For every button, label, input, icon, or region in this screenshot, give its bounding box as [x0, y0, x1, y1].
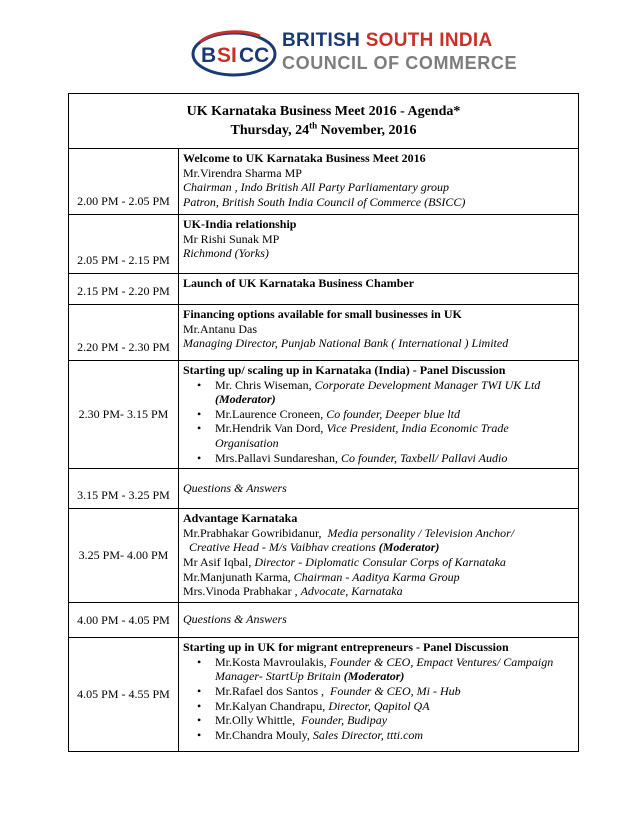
logo-line-2: COUNCIL OF COMMERCE [282, 53, 518, 73]
session-details [179, 638, 579, 752]
time-slot: 2.20 PM - 2.30 PM [69, 305, 179, 361]
speaker-line [183, 555, 574, 570]
session-title: Welcome to UK Karnataka Business Meet 2016 [183, 151, 426, 165]
session-title: Starting up/ scaling up in Karnataka (India) - Panel Discussion [183, 363, 506, 377]
speaker-name: Mr.Virendra Sharma MP [183, 165, 302, 180]
qa-label: Questions & Answers [183, 612, 287, 627]
bullet-icon: • [197, 654, 202, 669]
agenda-row [69, 305, 579, 361]
agenda-header [69, 94, 579, 149]
bullet-icon: • [197, 406, 202, 421]
agenda-row [69, 603, 579, 638]
speaker-role: Managing Director, Punjab National Bank ( International ) Limited [183, 336, 509, 351]
panelist-item [197, 377, 574, 407]
panelist-name: Mr.Hendrik Van Dord, [215, 421, 324, 436]
speaker-name: Mrs.Vinoda Prabhakar , [183, 584, 298, 599]
moderator-tag: (Moderator) [215, 392, 276, 407]
time-slot: 2.15 PM - 2.20 PM [69, 274, 179, 305]
time-slot: 4.00 PM - 4.05 PM [69, 603, 179, 638]
logo-south-india: SOUTH INDIA [365, 30, 493, 51]
agenda-title: UK Karnataka Business Meet 2016 - Agenda* [186, 104, 461, 119]
speaker-role: Advocate, Karnataka [300, 584, 403, 599]
session-details [179, 361, 579, 469]
moderator-tag: (Moderator) [343, 669, 405, 684]
time-slot: 3.25 PM- 4.00 PM [69, 509, 179, 603]
agenda-date: Thursday, 24th November, 2016 [230, 120, 417, 138]
session-details [179, 274, 579, 305]
agenda-table [68, 93, 579, 752]
panelist-item [197, 698, 574, 714]
logo-abbr-cc: CC [239, 44, 270, 67]
time-slot: 3.15 PM - 3.25 PM [69, 469, 179, 509]
bullet-icon: • [197, 683, 202, 698]
logo-abbr-b: B [201, 44, 217, 67]
panelist-name: Mr.Kosta Mavroulakis, [215, 654, 327, 669]
speaker-role: Director - Diplomatic Consular Corps of Karnataka [254, 554, 506, 569]
time-slot: 2.30 PM- 3.15 PM [69, 361, 179, 469]
panelist-name: Mr.Olly Whittle, [215, 713, 296, 728]
time-slot: 2.05 PM - 2.15 PM [69, 215, 179, 274]
panelist-name: Mr.Kalyan Chandrapu, [215, 698, 326, 713]
panelist-role: Sales Director, ttti.com [312, 727, 424, 742]
session-title: UK-India relationship [183, 217, 297, 231]
bullet-icon: • [197, 421, 202, 436]
session-details [179, 149, 579, 215]
bsicc-logo-emblem [190, 30, 280, 78]
speaker-role: Chairman - Aaditya Karma Group [293, 569, 460, 584]
agenda-row [69, 638, 579, 752]
qa-label: Questions & Answers [183, 480, 287, 495]
speaker-name: Mr.Antanu Das [183, 321, 257, 336]
speaker-role: Media personality / Television Anchor/ [327, 525, 515, 540]
session-title: Launch of UK Karnataka Business Chamber [183, 276, 415, 290]
panelist-name: Mrs.Pallavi Sundareshan, [215, 450, 338, 465]
panel-list [183, 655, 574, 743]
speaker-name: Mr Rishi Sunak MP [183, 231, 280, 246]
panelist-role: Corporate Development Manager TWI UK Ltd [314, 377, 541, 392]
panelist-name: Mr.Chandra Mouly, [215, 727, 310, 742]
agenda-row [69, 215, 579, 274]
speaker-role: Chairman , Indo British All Party Parliamentary group [183, 180, 449, 195]
speaker-line [183, 570, 574, 585]
panelist-role: Co founder, Deeper blue ltd [326, 406, 460, 421]
logo-abbr-si: SI [217, 44, 237, 67]
session-details [179, 469, 579, 509]
date-superscript: th [309, 120, 318, 131]
panelist-role: Founder, Budipay [301, 713, 388, 728]
agenda-row [69, 469, 579, 509]
panelist-item [197, 713, 574, 728]
panelist-role: Founder & CEO, Mi - Hub [330, 683, 461, 698]
agenda-row [69, 149, 579, 215]
panelist-item [197, 406, 574, 422]
speaker-name: Mr Asif Iqbal, [183, 554, 252, 569]
panelist-item [197, 727, 574, 743]
session-title: Financing options available for small businesses in UK [183, 307, 462, 321]
logo-line-1 [282, 30, 493, 52]
bullet-icon: • [197, 377, 202, 392]
panelist-item [197, 654, 574, 684]
speaker-role: Patron, British South India Council of Commerce (BSICC) [183, 194, 466, 209]
time-slot: 4.05 PM - 4.55 PM [69, 638, 179, 752]
panelist-role: Director, Qapitol QA [328, 698, 430, 713]
speaker-line [183, 584, 574, 599]
speaker-role: Creative Head - M/s Vaibhav creations [189, 540, 376, 555]
panelist-item [197, 421, 574, 450]
panelist-item [197, 683, 574, 699]
panelist-item [197, 450, 574, 466]
session-details [179, 509, 579, 603]
panelist-role: Vice President, India Economic Trade Organisation [215, 421, 509, 450]
bullet-icon: • [197, 450, 202, 465]
agenda-header-row [69, 94, 579, 149]
panelist-role: Co founder, Taxbell/ Pallavi Audio [340, 450, 508, 465]
agenda-row [69, 361, 579, 469]
logo-british: BRITISH [282, 30, 361, 51]
bullet-icon: • [197, 713, 202, 728]
panelist-role: Founder & CEO, Empact Ventures/ Campaign Manager- StartUp Britain [215, 654, 554, 684]
session-details [179, 215, 579, 274]
speaker-role: Richmond (Yorks) [183, 246, 269, 261]
moderator-tag: (Moderator) [378, 540, 440, 555]
bullet-icon: • [197, 727, 202, 742]
agenda-row [69, 274, 579, 305]
panelist-name: Mr.Rafael dos Santos , [215, 683, 324, 698]
speaker-line [183, 526, 574, 541]
speaker-line [183, 540, 574, 555]
session-title: Advantage Karnataka [183, 511, 298, 526]
session-details [179, 305, 579, 361]
session-details [179, 603, 579, 638]
agenda-row [69, 509, 579, 603]
bsicc-logo [190, 24, 518, 80]
panel-list [183, 378, 574, 466]
time-slot: 2.00 PM - 2.05 PM [69, 149, 179, 215]
bullet-icon: • [197, 698, 202, 713]
speaker-name: Mr.Prabhakar Gowribidanur, [183, 525, 322, 540]
panelist-name: Mr. Chris Wiseman, [215, 377, 312, 392]
speaker-name: Mr.Manjunath Karma, [183, 569, 291, 584]
session-title: Starting up in UK for migrant entrepreneurs - Panel Discussion [183, 640, 509, 655]
panelist-name: Mr.Laurence Croneen, [215, 406, 324, 421]
